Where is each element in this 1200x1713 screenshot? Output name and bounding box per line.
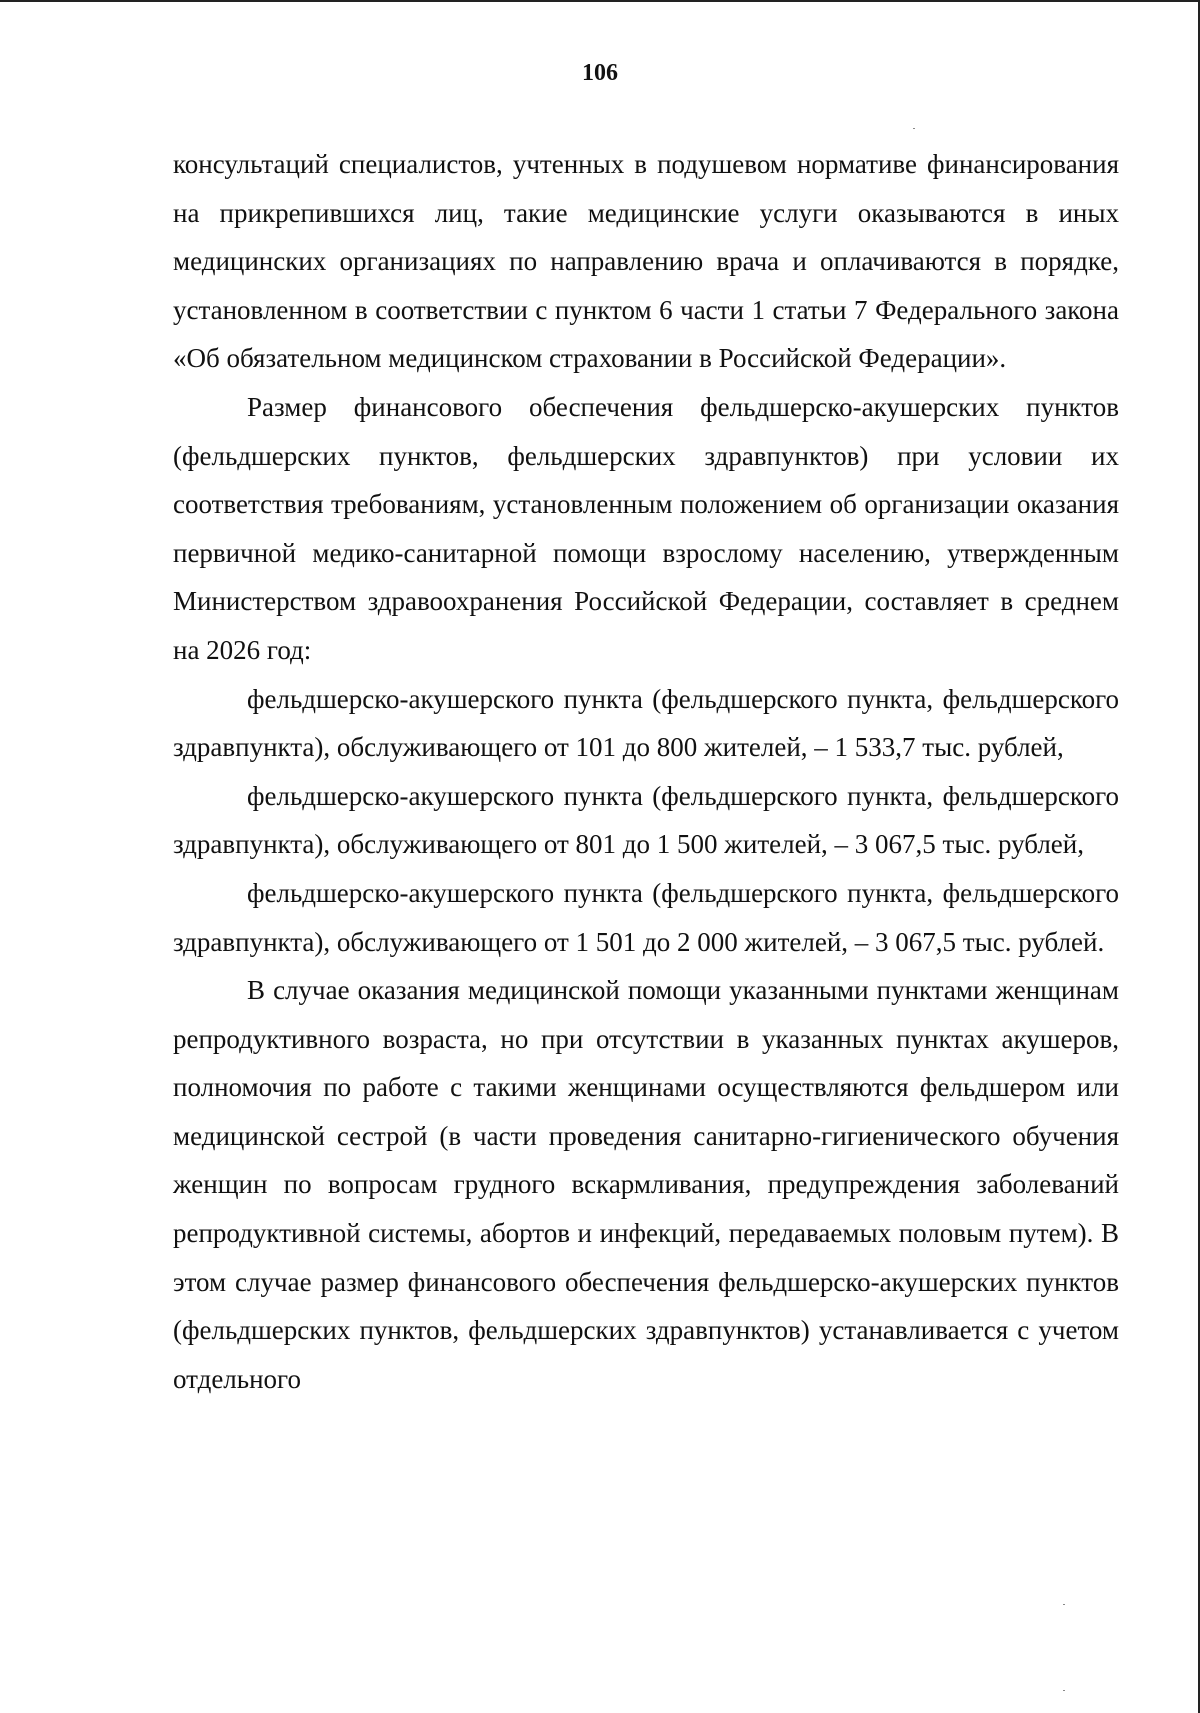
paragraph-continuation: консультаций специалистов, учтенных в подушевом нормативе финансирования на прикрепившихся лиц, такие медицинские услуги оказываются в иных медицинских организациях по направлению врача и оплачиваются в порядке, установленном в соответствии с пунктом 6 части 1 статьи 7 Федерального закона «Об обязательном медицинском страховании в Российской Федерации». [173,149,1119,374]
document-body [173,140,1119,1403]
paragraph-fap-1501-2000: фельдшерско-акушерского пункта (фельдшерского пункта, фельдшерского здравпункта), обслуживающего от 1 501 до 2 000 жителей, – 3 067,5 тыс. рублей. [173,877,1119,957]
paragraph-fap-801-1500: фельдшерско-акушерского пункта (фельдшерского пункта, фельдшерского здравпункта), обслуживающего от 801 до 1 500 жителей, – 3 067,5 тыс. рублей, [173,780,1119,860]
scan-speck [1063,1690,1065,1691]
paragraph-reproductive-age: В случае оказания медицинской помощи указанными пунктами женщинам репродуктивного возраста, но при отсутствии в указанных пунктах акушеров, полномочия по работе с такими женщинами осуществляются фельдшером или медицинской сестрой (в части проведения санитарно-гигиенического обучения женщин по вопросам грудного вскармливания, предупреждения заболеваний репродуктивной системы, абортов и инфекций, передаваемых половым путем). В этом случае размер финансового обеспечения фельдшерско-акушерских пунктов (фельдшерских пунктов, фельдшерских здравпунктов) устанавливается с учетом отдельного [173,975,1119,1394]
scan-speck [1063,1604,1065,1605]
page-number: 106 [582,60,618,86]
paragraph-fap-101-800: фельдшерско-акушерского пункта (фельдшерского пункта, фельдшерского здравпункта), обслуживающего от 101 до 800 жителей, – 1 533,7 тыс. рублей, [173,683,1119,763]
scan-speck [913,128,915,129]
paragraph-financing-size: Размер финансового обеспечения фельдшерско-акушерских пунктов (фельдшерских пунктов, фельдшерских здравпунктов) при условии их соответствия требованиям, установленным положением об организации оказания первичной медико-санитарной помощи взрослому населению, утвержденным Министерством здравоохранения Российской Федерации, составляет в среднем на 2026 год: [173,391,1119,665]
scan-border-top [0,0,1200,2]
